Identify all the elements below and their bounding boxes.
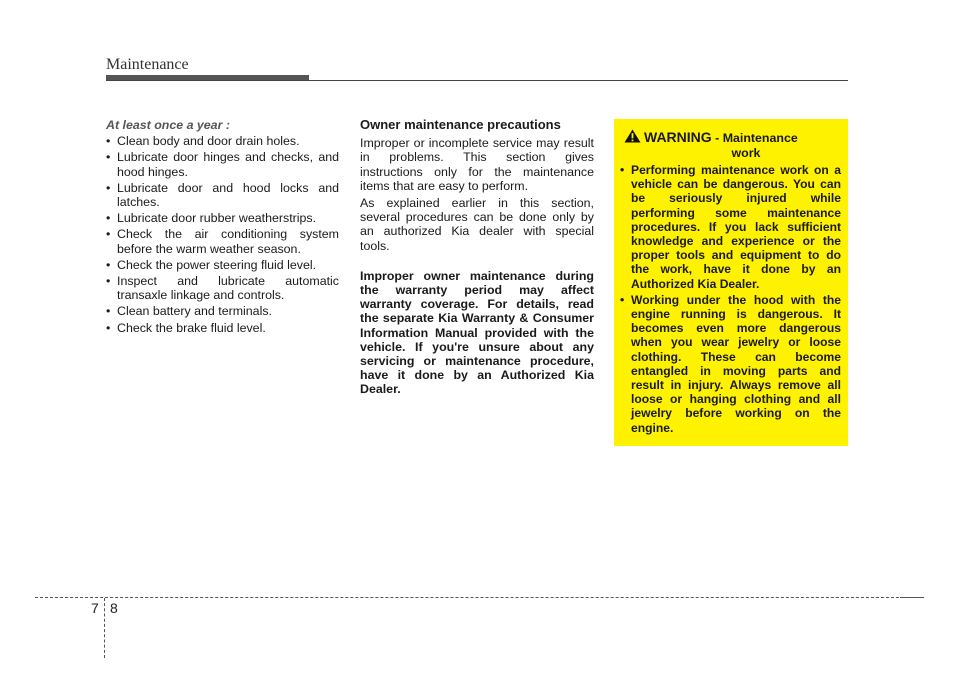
warranty-notice: Improper owner maintenance during the warranty period may affect warranty coverage. For details, read the separate Kia Warranty & Consumer Information Manual provided with the vehicle. If you're unsure about any servicing or maintenance procedure, have it done by an Authorized Kia Dealer. xyxy=(360,268,594,397)
paragraph: As explained earlier in this section, several procedures can be done only by an authorized Kia dealer with special tools. xyxy=(360,196,594,253)
warning-triangle-icon xyxy=(624,129,641,143)
warning-box xyxy=(614,119,848,446)
list-item: • Lubricate door hinges and checks, and hood hinges. xyxy=(106,150,339,178)
section-title: Maintenance xyxy=(106,56,189,73)
yearly-subheading: At least once a year : xyxy=(106,118,230,132)
footer-divider-end xyxy=(900,597,924,598)
warning-label: WARNING xyxy=(644,129,712,145)
list-item: • Clean battery and terminals. xyxy=(106,304,339,318)
list-item: • Working under the hood with the engine running is dangerous. It becomes even more dangerous when you wear jewelry or loose clothing. These can become entangled in moving parts and result in injury. Always remove all loose or hanging clothing and all jewelry before working on the engine. xyxy=(620,293,841,435)
list-item: • Check the power steering fluid level. xyxy=(106,258,339,272)
chapter-number: 7 xyxy=(91,600,99,616)
header-rule xyxy=(106,80,848,81)
warning-list xyxy=(620,163,841,437)
left-column xyxy=(106,118,339,337)
list-item: • Check the brake fluid level. xyxy=(106,321,339,335)
list-item: • Check the air conditioning system before the warm weather season. xyxy=(106,227,339,255)
list-item: • Inspect and lubricate automatic transaxle linkage and controls. xyxy=(106,274,339,302)
precautions-heading: Owner maintenance precautions xyxy=(360,117,561,132)
warning-subtitle-continued: work xyxy=(731,146,761,160)
yearly-checklist xyxy=(106,134,339,335)
middle-column xyxy=(360,118,594,397)
list-item: • Performing maintenance work on a vehicle can be dangerous. You can be seriously injured while performing some maintenance procedures. If you lack sufficient knowledge and experience or the proper tools and equipment to do the work, have it done by an Authorized Kia Dealer. xyxy=(620,163,841,291)
warning-subtitle: - Maintenance xyxy=(715,131,798,145)
list-item: • Clean body and door drain holes. xyxy=(106,134,339,148)
page-number: 8 xyxy=(110,600,118,616)
list-item: • Lubricate door and hood locks and latches. xyxy=(106,181,339,209)
list-item: • Lubricate door rubber weatherstrips. xyxy=(106,211,339,225)
footer-divider xyxy=(35,597,924,598)
warning-heading xyxy=(624,129,842,161)
paragraph: Improper or incomplete service may result in problems. This section gives instructions only for the maintenance items that are easy to perform. xyxy=(360,136,594,193)
footer-vertical-divider xyxy=(104,598,105,658)
